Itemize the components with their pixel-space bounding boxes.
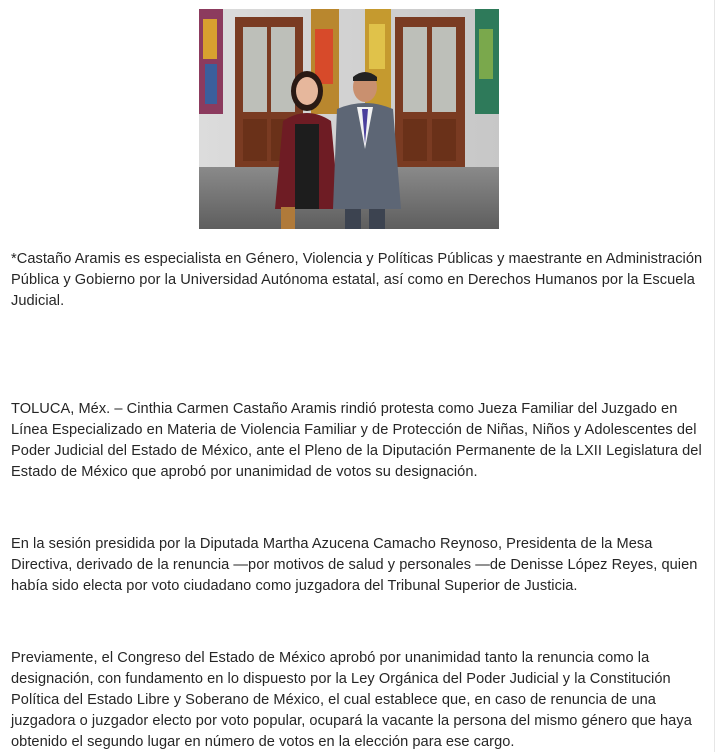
article-photo [199, 9, 499, 229]
photo-caption: *Castaño Aramis es especialista en Género, Violencia y Políticas Públicas y maestrante en Administración Pública y Gobierno por la Universidad Autónoma estatal, así como en Derechos Humanos por la Escuela Judicial. [11, 251, 703, 309]
article-paragraph-1: TOLUCA, Méx. – Cinthia Carmen Castaño Aramis rindió protesta como Jueza Familiar del Juzgado en Línea Especializado en Materia de Violencia Familiar y de Protección de Niñas, Niños y Adolescentes del Poder Judicial del Estado de México, ante el Pleno de la Diputación Permanente de la LXII Legislatura del Estado de México que aprobó por unanimidad de votos su designación. [11, 401, 702, 480]
article-paragraph-3: Previamente, el Congreso del Estado de México aprobó por unanimidad tanto la renuncia como la designación, con fundamento en lo dispuesto por la Ley Orgánica del Poder Judicial y la Constitución Política del Estado Libre y Soberano de México, el cual establece que, en caso de renuncia de una juzgadora o juzgador electo por voto popular, ocupará la vacante la persona del mismo género que haya obtenido el segundo lugar en número de votos en la elección para ese cargo. [11, 650, 692, 750]
photo-icon [199, 9, 499, 229]
article-paragraph-2: En la sesión presidida por la Diputada Martha Azucena Camacho Reynoso, Presidenta de la Mesa Directiva, derivado de la renuncia —por motivos de salud y personales —de Denisse López Reyes, quien había sido electa por voto ciudadano como juzgadora del Tribunal Superior de Justicia. [11, 536, 698, 594]
